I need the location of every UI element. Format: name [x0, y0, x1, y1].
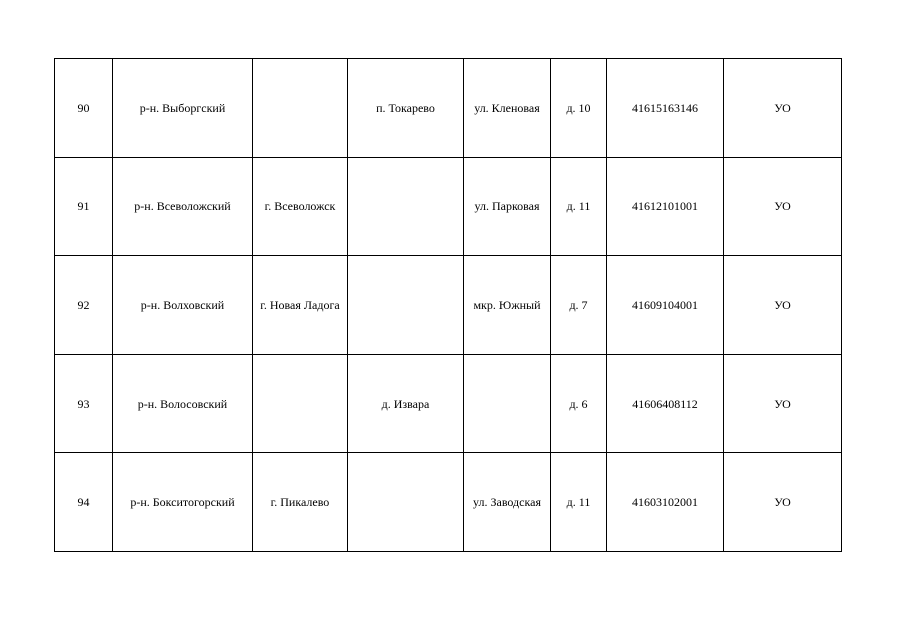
settlement-cell [348, 256, 464, 355]
address-table [54, 58, 842, 552]
house-cell: д. 6 [551, 354, 607, 453]
table-row [55, 157, 842, 256]
settlement-cell: д. Извара [348, 354, 464, 453]
table-row [55, 453, 842, 552]
street-cell: мкр. Южный [464, 256, 551, 355]
code-cell: 41603102001 [607, 453, 724, 552]
code-cell: 41609104001 [607, 256, 724, 355]
town-cell [253, 354, 348, 453]
code-cell: 41606408112 [607, 354, 724, 453]
type-cell: УО [724, 256, 842, 355]
house-cell: д. 11 [551, 453, 607, 552]
town-cell: г. Пикалево [253, 453, 348, 552]
street-cell: ул. Кленовая [464, 59, 551, 158]
code-cell: 41615163146 [607, 59, 724, 158]
type-cell: УО [724, 59, 842, 158]
row-number-cell: 93 [55, 354, 113, 453]
settlement-cell [348, 157, 464, 256]
code-cell: 41612101001 [607, 157, 724, 256]
district-cell: р-н. Волховский [113, 256, 253, 355]
row-number-cell: 91 [55, 157, 113, 256]
town-cell: г. Новая Ладога [253, 256, 348, 355]
street-cell: ул. Парковая [464, 157, 551, 256]
house-cell: д. 7 [551, 256, 607, 355]
street-cell: ул. Заводская [464, 453, 551, 552]
district-cell: р-н. Выборгский [113, 59, 253, 158]
settlement-cell: п. Токарево [348, 59, 464, 158]
row-number-cell: 92 [55, 256, 113, 355]
district-cell: р-н. Всеволожский [113, 157, 253, 256]
town-cell [253, 59, 348, 158]
district-cell: р-н. Бокситогорский [113, 453, 253, 552]
district-cell: р-н. Волосовский [113, 354, 253, 453]
type-cell: УО [724, 453, 842, 552]
house-cell: д. 11 [551, 157, 607, 256]
town-cell: г. Всеволожск [253, 157, 348, 256]
street-cell [464, 354, 551, 453]
settlement-cell [348, 453, 464, 552]
house-cell: д. 10 [551, 59, 607, 158]
type-cell: УО [724, 354, 842, 453]
table-row [55, 256, 842, 355]
row-number-cell: 94 [55, 453, 113, 552]
table-row [55, 354, 842, 453]
table-row [55, 59, 842, 158]
row-number-cell: 90 [55, 59, 113, 158]
type-cell: УО [724, 157, 842, 256]
